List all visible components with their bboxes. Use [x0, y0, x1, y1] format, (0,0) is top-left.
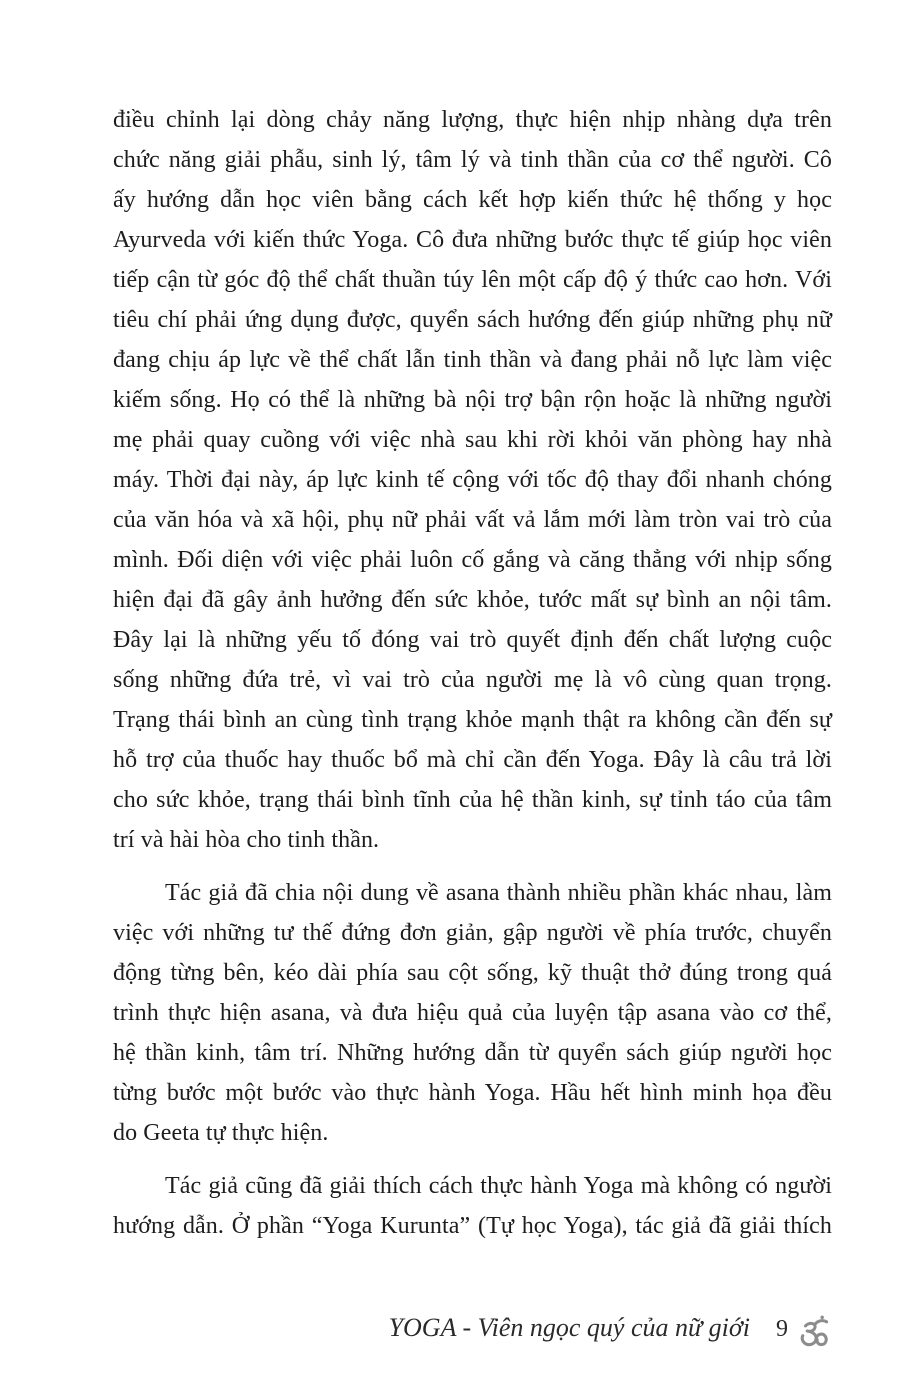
text-line: của văn hóa và xã hội, phụ nữ phải vất vả lắm mới làm tròn vai trò của	[113, 507, 832, 533]
text-line: kiếm sống. Họ có thể là những bà nội trợ bận rộn hoặc là những người	[113, 387, 832, 413]
text-line: Ayurveda với kiến thức Yoga. Cô đưa những bước thực tế giúp học viên	[113, 227, 832, 253]
text-line: hướng dẫn. Ở phần “Yoga Kurunta” (Tự học Yoga), tác giả đã giải thích	[113, 1213, 832, 1239]
paragraph	[113, 100, 832, 860]
text-line: sống những đứa trẻ, vì vai trò của người mẹ là vô cùng quan trọng.	[113, 667, 832, 693]
text-line: đang chịu áp lực về thể chất lẫn tinh thần và đang phải nỗ lực làm việc	[113, 347, 832, 373]
text-line: hỗ trợ của thuốc hay thuốc bổ mà chỉ cần đến Yoga. Đây là câu trả lời	[113, 747, 832, 773]
om-icon	[796, 1314, 830, 1350]
text-line: Trạng thái bình an cùng tình trạng khỏe mạnh thật ra không cần đến sự	[113, 707, 832, 733]
text-line: việc với những tư thế đứng đơn giản, gập người về phía trước, chuyển	[113, 920, 832, 946]
page-number: 9	[776, 1316, 788, 1342]
text-line: tiêu chí phải ứng dụng được, quyển sách hướng đến giúp những phụ nữ	[113, 307, 832, 333]
text-line: tiếp cận từ góc độ thể chất thuần túy lên một cấp độ ý thức cao hơn. Với	[113, 267, 832, 293]
text-line: trình thực hiện asana, và đưa hiệu quả của luyện tập asana vào cơ thể,	[113, 1000, 832, 1026]
text-line: mẹ phải quay cuồng với việc nhà sau khi rời khỏi văn phòng hay nhà	[113, 427, 832, 453]
text-line: ấy hướng dẫn học viên bằng cách kết hợp kiến thức hệ thống y học	[113, 187, 832, 213]
text-line: trí và hài hòa cho tinh thần.	[113, 827, 380, 853]
paragraph	[113, 873, 832, 1153]
text-line: hiện đại đã gây ảnh hưởng đến sức khỏe, tước mất sự bình an nội tâm.	[113, 587, 832, 613]
running-footer-title: YOGA - Viên ngọc quý của nữ giới	[388, 1313, 750, 1342]
page-body	[113, 100, 832, 1246]
text-line: máy. Thời đại này, áp lực kinh tế cộng với tốc độ thay đổi nhanh chóng	[113, 467, 832, 493]
text-line: hệ thần kinh, tâm trí. Những hướng dẫn từ quyển sách giúp người học	[113, 1040, 832, 1066]
text-line: động từng bên, kéo dài phía sau cột sống, kỹ thuật thở đúng trong quá	[113, 960, 832, 986]
paragraph	[113, 1166, 832, 1246]
text-line: Tác giả đã chia nội dung về asana thành nhiều phần khác nhau, làm	[165, 880, 832, 906]
text-line: mình. Đối diện với việc phải luôn cố gắng và căng thẳng với nhịp sống	[113, 547, 832, 573]
page-footer	[389, 1308, 830, 1348]
text-line: do Geeta tự thực hiện.	[113, 1120, 329, 1146]
text-line: từng bước một bước vào thực hành Yoga. Hầu hết hình minh họa đều	[113, 1080, 832, 1106]
text-line: chức năng giải phẫu, sinh lý, tâm lý và tinh thần của cơ thể người. Cô	[113, 147, 832, 173]
text-line: điều chỉnh lại dòng chảy năng lượng, thực hiện nhịp nhàng dựa trên	[113, 107, 832, 133]
text-line: Tác giả cũng đã giải thích cách thực hành Yoga mà không có người	[165, 1173, 832, 1199]
text-line: cho sức khỏe, trạng thái bình tĩnh của hệ thần kinh, sự tỉnh táo của tâm	[113, 787, 832, 813]
text-line: Đây lại là những yếu tố đóng vai trò quyết định đến chất lượng cuộc	[113, 627, 832, 653]
